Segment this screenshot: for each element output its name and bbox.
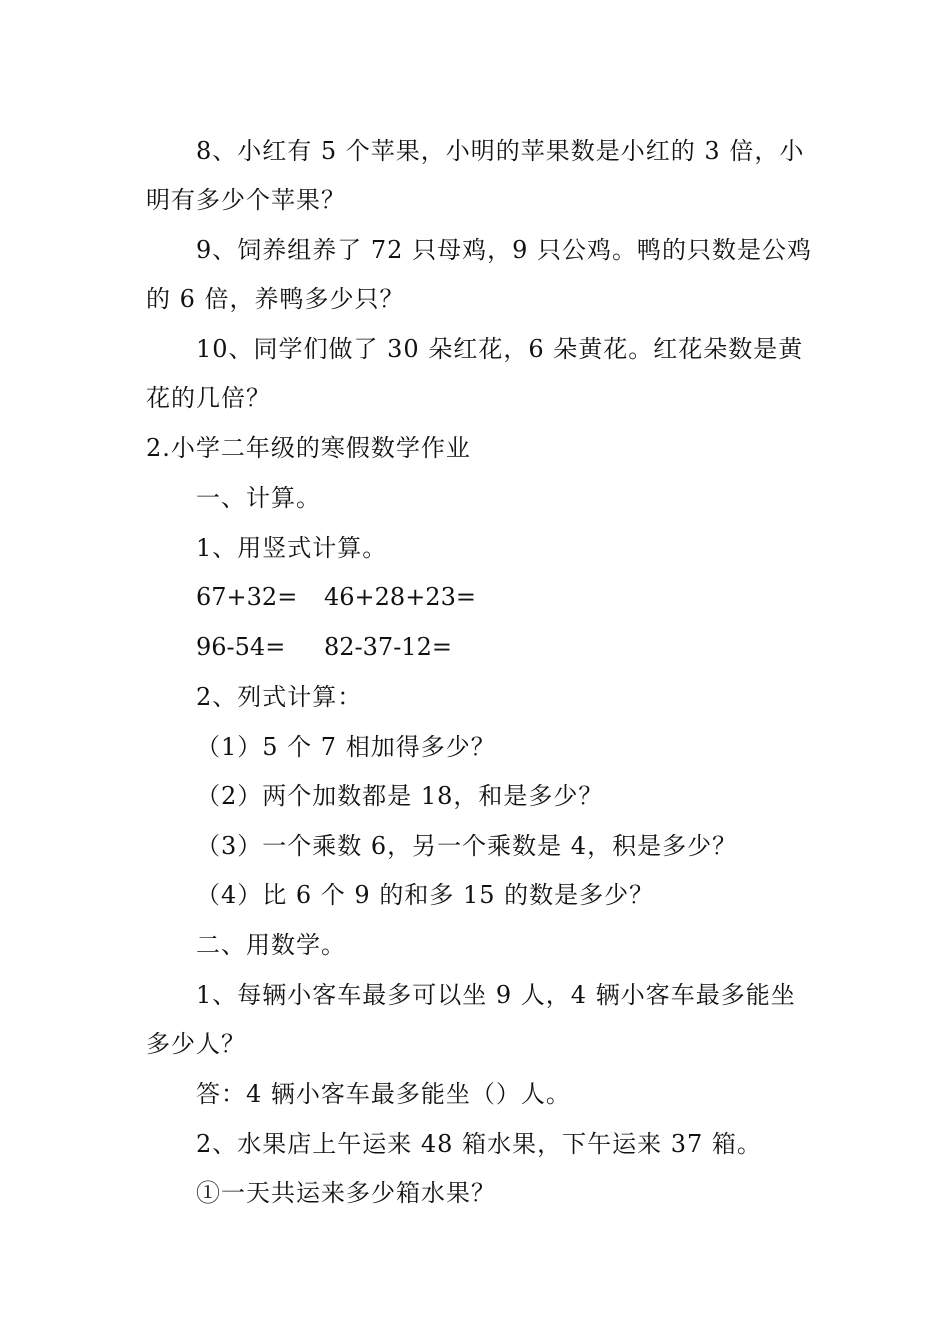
vertical-calc-heading: 1、用竖式计算。	[196, 534, 388, 562]
question-9-line-2: 的 6 倍，养鸭多少只？	[146, 285, 405, 313]
calc-expression: 96-54=	[196, 633, 286, 661]
word-problem-2-line-1: 2、水果店上午运来 48 箱水果，下午运来 37 箱。	[196, 1130, 762, 1158]
word-problem-1-answer: 答：4 辆小客车最多能坐（）人。	[196, 1080, 571, 1108]
word-problem-1-line-1: 1、每辆小客车最多可以坐 9 人，4 辆小客车最多能坐	[196, 981, 796, 1009]
question-8-line-2: 明有多少个苹果？	[146, 186, 346, 214]
part-one-heading: 一、计算。	[196, 484, 321, 512]
word-problem-1-line-2: 多少人？	[146, 1030, 246, 1058]
part-two-heading: 二、用数学。	[196, 931, 346, 959]
equation-item-4: （4）比 6 个 9 的和多 15 的数是多少？	[196, 881, 655, 909]
section-heading: 2.小学二年级的寒假数学作业	[146, 434, 471, 462]
equation-calc-heading: 2、列式计算：	[196, 683, 363, 711]
calc-row-1	[196, 582, 476, 612]
question-9-line-1: 9、饲养组养了 72 只母鸡，9 只公鸡。鸭的只数是公鸡	[196, 236, 812, 264]
equation-item-3: （3）一个乘数 6，另一个乘数是 4，积是多少？	[196, 832, 738, 860]
calc-expression: 82-37-12=	[324, 633, 452, 661]
question-10-line-1: 10、同学们做了 30 朵红花，6 朵黄花。红花朵数是黄	[196, 335, 804, 363]
word-problem-2-sub-1: ①一天共运来多少箱水果？	[196, 1179, 496, 1207]
calc-row-2	[196, 632, 452, 662]
question-8-line-1: 8、小红有 5 个苹果，小明的苹果数是小红的 3 倍，小	[196, 137, 805, 165]
equation-item-2: （2）两个加数都是 18，和是多少？	[196, 782, 604, 810]
calc-expression: 67+32=	[196, 583, 298, 611]
calc-expression: 46+28+23=	[324, 583, 476, 611]
equation-item-1: （1）5 个 7 相加得多少？	[196, 733, 496, 761]
question-10-line-2: 花的几倍？	[146, 384, 271, 412]
